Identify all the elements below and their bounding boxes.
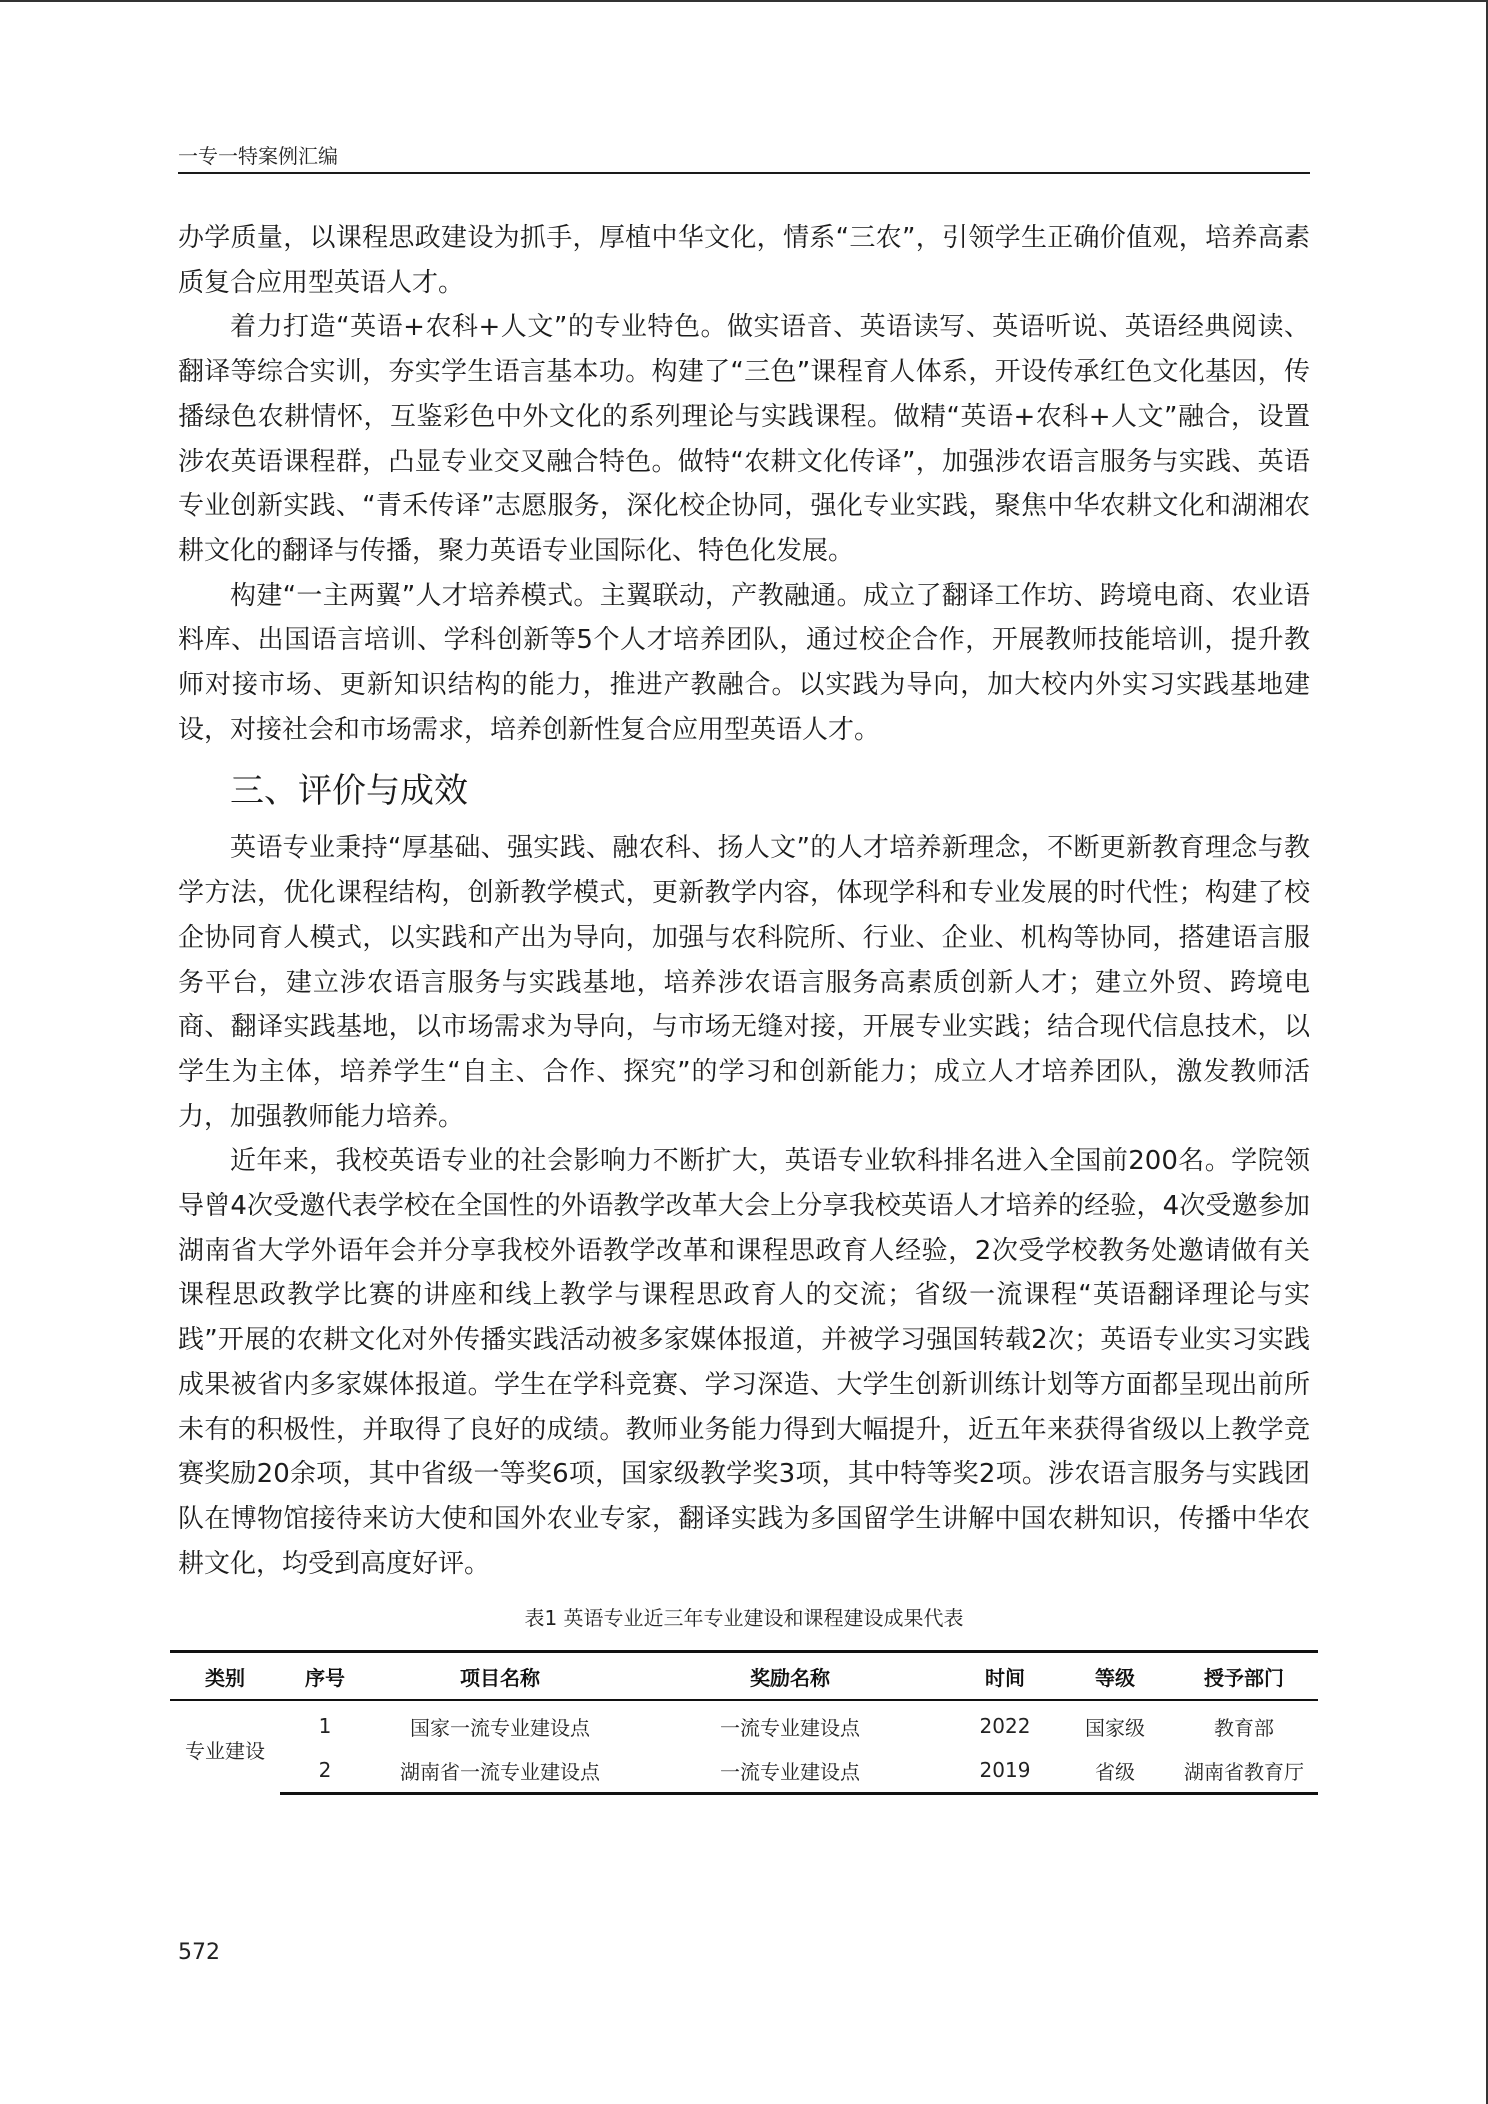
table-header-row bbox=[170, 1652, 1318, 1701]
column-header-category: 类别 bbox=[170, 1652, 280, 1701]
achievement-table bbox=[170, 1650, 1318, 1795]
column-header-department: 授予部门 bbox=[1170, 1652, 1318, 1701]
department-cell: 教育部 bbox=[1214, 1715, 1274, 1740]
page-body bbox=[178, 216, 1310, 1795]
table-row bbox=[170, 1700, 1318, 1748]
number-cell: 2 bbox=[280, 1748, 370, 1794]
project-cell: 湖南省一流专业建设点 bbox=[370, 1748, 630, 1794]
column-header-number: 序号 bbox=[280, 1652, 370, 1701]
body-paragraph: 英语专业秉持“厚基础、强实践、融农科、扬人文”的人才培养新理念，不断更新教育理念与教学方法，优化课程结构，创新教学模式，更新教学内容，体现学科和专业发展的时代性；构建了校企协同育人模式，以实践和产出为导向，加强与农科院所、行业、企业、机构等协同，搭建语言服务平台，建立涉农语言服务与实践基地，培养涉农语言服务高素质创新人才；建立外贸、跨境电商、翻译实践基地，以市场需求为导向，与市场无缝对接，开展专业实践；结合现代信息技术，以学生为主体，培养学生“自主、合作、探究”的学习和创新能力；成立人才培养团队，激发教师活力，加强教师能力培养。 bbox=[178, 833, 1310, 1132]
page-border-top bbox=[0, 0, 1488, 2]
column-header-year: 时间 bbox=[950, 1652, 1060, 1701]
award-cell: 一流专业建设点 bbox=[720, 1715, 860, 1740]
body-paragraph: 近年来，我校英语专业的社会影响力不断扩大，英语专业软科排名进入全国前200名。学院领导曾4次受邀代表学校在全国性的外语教学改革大会上分享我校英语人才培养的经验，4次受邀参加湖南省大学外语年会并分享我校外语教学改革和课程思政育人经验，2次受学校教务处邀请做有关课程思政教学比赛的讲座和线上教学与课程思政育人的交流；省级一流课程“英语翻译理论与实践”开展的农耕文化对外传播实践活动被多家媒体报道，并被学习强国转载2次；英语专业实习实践成果被省内多家媒体报道。学生在学科竞赛、学习深造、大学生创新训练计划等方面都呈现出前所未有的积极性，并取得了良好的成绩。教师业务能力得到大幅提升，近五年来获得省级以上教学竞赛奖励20余项，其中省级一等奖6项，国家级教学奖3项，其中特等奖2项。涉农语言服务与实践团队在博物馆接待来访大使和国外农业专家，翻译实践为多国留学生讲解中国农耕知识，传播中华农耕文化，均受到高度好评。 bbox=[178, 1146, 1310, 1579]
department-cell: 湖南省教育厅 bbox=[1170, 1748, 1318, 1794]
body-paragraph: 着力打造“英语+农科+人文”的专业特色。做实语音、英语读写、英语听说、英语经典阅读、翻译等综合实训，夯实学生语言基本功。构建了“三色”课程育人体系，开设传承红色文化基因，传播绿色农耕情怀，互鉴彩色中外文化的系列理论与实践课程。做精“英语+农科+人文”融合，设置涉农英语课程群，凸显专业交叉融合特色。做特“农耕文化传译”，加强涉农语言服务与实践、英语专业创新实践、“青禾传译”志愿服务，深化校企协同，强化专业实践，聚焦中华农耕文化和湖湘农耕文化的翻译与传播，聚力英语专业国际化、特色化发展。 bbox=[178, 312, 1310, 566]
section-heading: 三、评价与成效 bbox=[230, 771, 468, 812]
level-cell: 国家级 bbox=[1085, 1715, 1145, 1740]
award-cell: 一流专业建设点 bbox=[630, 1748, 950, 1794]
body-paragraph: 办学质量，以课程思政建设为抓手，厚植中华文化，情系“三农”，引领学生正确价值观，培养高素质复合应用型英语人才。 bbox=[178, 223, 1310, 298]
running-header: 一专一特案例汇编 bbox=[178, 144, 338, 168]
category-cell: 专业建设 bbox=[185, 1738, 265, 1763]
table-row bbox=[170, 1748, 1318, 1794]
body-paragraph: 构建“一主两翼”人才培养模式。主翼联动，产教融通。成立了翻译工作坊、跨境电商、农业语料库、出国语言培训、学科创新等5个人才培养团队，通过校企合作，开展教师技能培训，提升教师对接市场、更新知识结构的能力，推进产教融合。以实践为导向，加大校内外实习实践基地建设，对接社会和市场需求，培养创新性复合应用型英语人才。 bbox=[178, 580, 1310, 745]
number-cell: 1 bbox=[318, 1714, 332, 1739]
column-header-level: 等级 bbox=[1060, 1652, 1170, 1701]
header-rule bbox=[178, 172, 1310, 174]
year-cell: 2019 bbox=[950, 1748, 1060, 1794]
page-number: 572 bbox=[178, 1940, 220, 1965]
project-cell: 国家一流专业建设点 bbox=[410, 1715, 590, 1740]
level-cell: 省级 bbox=[1060, 1748, 1170, 1794]
column-header-project: 项目名称 bbox=[370, 1652, 630, 1701]
column-header-award: 奖励名称 bbox=[630, 1652, 950, 1701]
table-caption: 表1 英语专业近三年专业建设和课程建设成果代表 bbox=[524, 1606, 964, 1631]
year-cell: 2022 bbox=[979, 1714, 1031, 1739]
